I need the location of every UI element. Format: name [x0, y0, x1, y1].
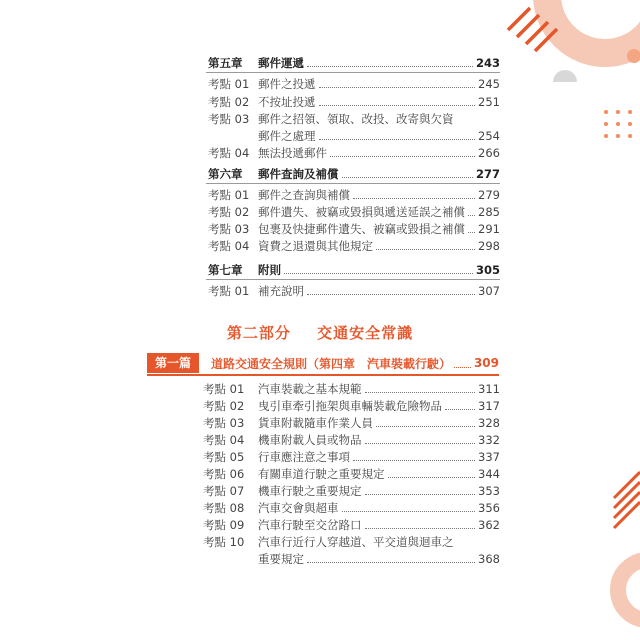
chapter-divider — [206, 279, 500, 280]
page-number: 279 — [478, 188, 500, 202]
leader-dots — [319, 104, 476, 106]
toc-point-row[interactable] — [203, 552, 500, 566]
point-label: 考點 07 — [203, 484, 245, 498]
point-label: 考點 10 — [203, 535, 245, 549]
point-title: 無法投遞郵件 — [258, 146, 327, 160]
chapter-title: 附則 — [258, 263, 281, 277]
page-number: 356 — [478, 501, 500, 515]
point-label: 考點 06 — [203, 467, 245, 481]
chapter-row[interactable] — [208, 167, 500, 181]
page-number: 305 — [475, 263, 500, 277]
point-title: 汽車行近行人穿越道、平交道與迴車之 — [258, 535, 454, 549]
leader-dots — [319, 138, 476, 140]
point-title: 郵件之處理 — [258, 129, 316, 143]
point-title: 機車行駛之重要規定 — [258, 484, 362, 498]
page-number: 311 — [478, 382, 500, 396]
section-row[interactable] — [147, 352, 499, 374]
chapter-label: 第六章 — [208, 167, 243, 181]
page-number: 254 — [478, 129, 500, 143]
page-number: 245 — [478, 77, 500, 91]
page-number: 353 — [478, 484, 500, 498]
chapter-label: 第七章 — [208, 263, 243, 277]
chapter-row[interactable] — [208, 263, 500, 277]
point-title: 郵件遺失、被竊或毀損與遞送延誤之補償 — [258, 205, 465, 219]
toc-point-row[interactable] — [208, 239, 500, 253]
leader-dots — [445, 408, 475, 410]
toc-point-row[interactable] — [203, 467, 500, 481]
point-label: 考點 04 — [208, 239, 250, 253]
page-number: 291 — [478, 222, 500, 236]
page-number: 298 — [478, 239, 500, 253]
point-label: 考點 08 — [203, 501, 245, 515]
leader-dots — [284, 272, 473, 274]
chapter-title: 郵件運遞 — [258, 56, 304, 70]
toc-point-row[interactable] — [208, 222, 500, 236]
page-number: 317 — [478, 399, 500, 413]
leader-dots — [307, 293, 475, 295]
toc-point-row[interactable] — [208, 205, 500, 219]
leader-dots — [365, 527, 476, 529]
toc-point-row[interactable] — [203, 382, 500, 396]
point-title: 汽車裝載之基本規範 — [258, 382, 362, 396]
leader-dots — [365, 391, 476, 393]
leader-dots — [376, 248, 475, 250]
point-title: 資費之退還與其他規定 — [258, 239, 373, 253]
point-label: 考點 04 — [203, 433, 245, 447]
page-number: 344 — [478, 467, 500, 481]
page-number: 368 — [478, 552, 500, 566]
leader-dots — [307, 561, 475, 563]
page-number: 332 — [478, 433, 500, 447]
toc-point-row[interactable] — [203, 416, 500, 430]
toc-point-row[interactable] — [208, 112, 500, 126]
point-title: 有關車道行駛之重要規定 — [258, 467, 385, 481]
point-title: 貨車附載隨車作業人員 — [258, 416, 373, 430]
leader-dots — [454, 366, 471, 368]
page-number: 309 — [473, 356, 499, 370]
leader-dots — [468, 231, 475, 233]
toc-point-row[interactable] — [208, 146, 500, 160]
chapter-label: 第五章 — [208, 56, 243, 70]
toc-point-row[interactable] — [203, 399, 500, 413]
point-title: 不按址投遞 — [258, 95, 316, 109]
point-label: 考點 01 — [208, 188, 250, 202]
section-title: 道路交通安全規則（第四章 汽車裝載行駛） — [211, 356, 452, 371]
toc-point-row[interactable] — [203, 450, 500, 464]
point-label: 考點 01 — [203, 382, 245, 396]
point-label: 考點 04 — [208, 146, 250, 160]
point-label: 考點 02 — [208, 95, 250, 109]
point-title: 包裹及快捷郵件遺失、被竊或毀損之補償 — [258, 222, 465, 236]
section-divider — [147, 374, 499, 376]
page-number: 266 — [478, 146, 500, 160]
point-title: 郵件之投遞 — [258, 77, 316, 91]
leader-dots — [365, 442, 476, 444]
page-number: 328 — [478, 416, 500, 430]
part-heading — [0, 322, 640, 343]
toc-point-row[interactable] — [203, 518, 500, 532]
chapter-row[interactable] — [208, 56, 500, 70]
toc-point-row[interactable] — [203, 501, 500, 515]
point-title: 曳引車牽引拖架與車輛裝載危險物品 — [258, 399, 442, 413]
chapter-title: 郵件查詢及補償 — [258, 167, 339, 181]
point-label: 考點 03 — [208, 222, 250, 236]
point-title: 補充說明 — [258, 284, 304, 298]
page-number: 307 — [478, 284, 500, 298]
part-name: 交通安全常識 — [317, 324, 414, 342]
page-number: 251 — [478, 95, 500, 109]
page-number: 277 — [475, 167, 500, 181]
leader-dots — [365, 493, 476, 495]
toc-point-row[interactable] — [208, 188, 500, 202]
leader-dots — [353, 459, 475, 461]
page-number: 362 — [478, 518, 500, 532]
toc-point-row[interactable] — [203, 433, 500, 447]
leader-dots — [468, 214, 475, 216]
page-number: 337 — [478, 450, 500, 464]
toc-point-row[interactable] — [208, 77, 500, 91]
chapter-divider — [206, 72, 500, 73]
point-label: 考點 03 — [208, 112, 250, 126]
part-label: 第二部分 — [226, 324, 291, 342]
point-label: 考點 01 — [208, 77, 250, 91]
page-number: 243 — [475, 56, 500, 70]
point-title: 行車應注意之事項 — [258, 450, 350, 464]
point-label: 考點 09 — [203, 518, 245, 532]
page-number: 285 — [478, 205, 500, 219]
point-title: 郵件之查詢與補償 — [258, 188, 350, 202]
leader-dots — [307, 65, 473, 67]
toc-point-row[interactable] — [208, 95, 500, 109]
section-badge: 第一篇 — [147, 353, 199, 373]
leader-dots — [319, 86, 476, 88]
point-title: 郵件之招領、領取、改投、改寄與欠資 — [258, 112, 454, 126]
leader-dots — [342, 510, 476, 512]
point-title: 機車附載人員或物品 — [258, 433, 362, 447]
point-label: 考點 03 — [203, 416, 245, 430]
toc-point-row[interactable] — [208, 129, 500, 143]
toc-point-row[interactable] — [203, 484, 500, 498]
chapter-divider — [206, 183, 500, 184]
point-label: 考點 02 — [203, 399, 245, 413]
point-label: 考點 05 — [203, 450, 245, 464]
leader-dots — [376, 425, 475, 427]
leader-dots — [342, 176, 473, 178]
point-title: 重要規定 — [258, 552, 304, 566]
point-title: 汽車交會與超車 — [258, 501, 339, 515]
leader-dots — [330, 155, 475, 157]
point-label: 考點 02 — [208, 205, 250, 219]
leader-dots — [353, 197, 475, 199]
toc-point-row[interactable] — [208, 284, 500, 298]
leader-dots — [388, 476, 476, 478]
toc-point-row[interactable] — [203, 535, 500, 549]
point-title: 汽車行駛至交岔路口 — [258, 518, 362, 532]
point-label: 考點 01 — [208, 284, 250, 298]
